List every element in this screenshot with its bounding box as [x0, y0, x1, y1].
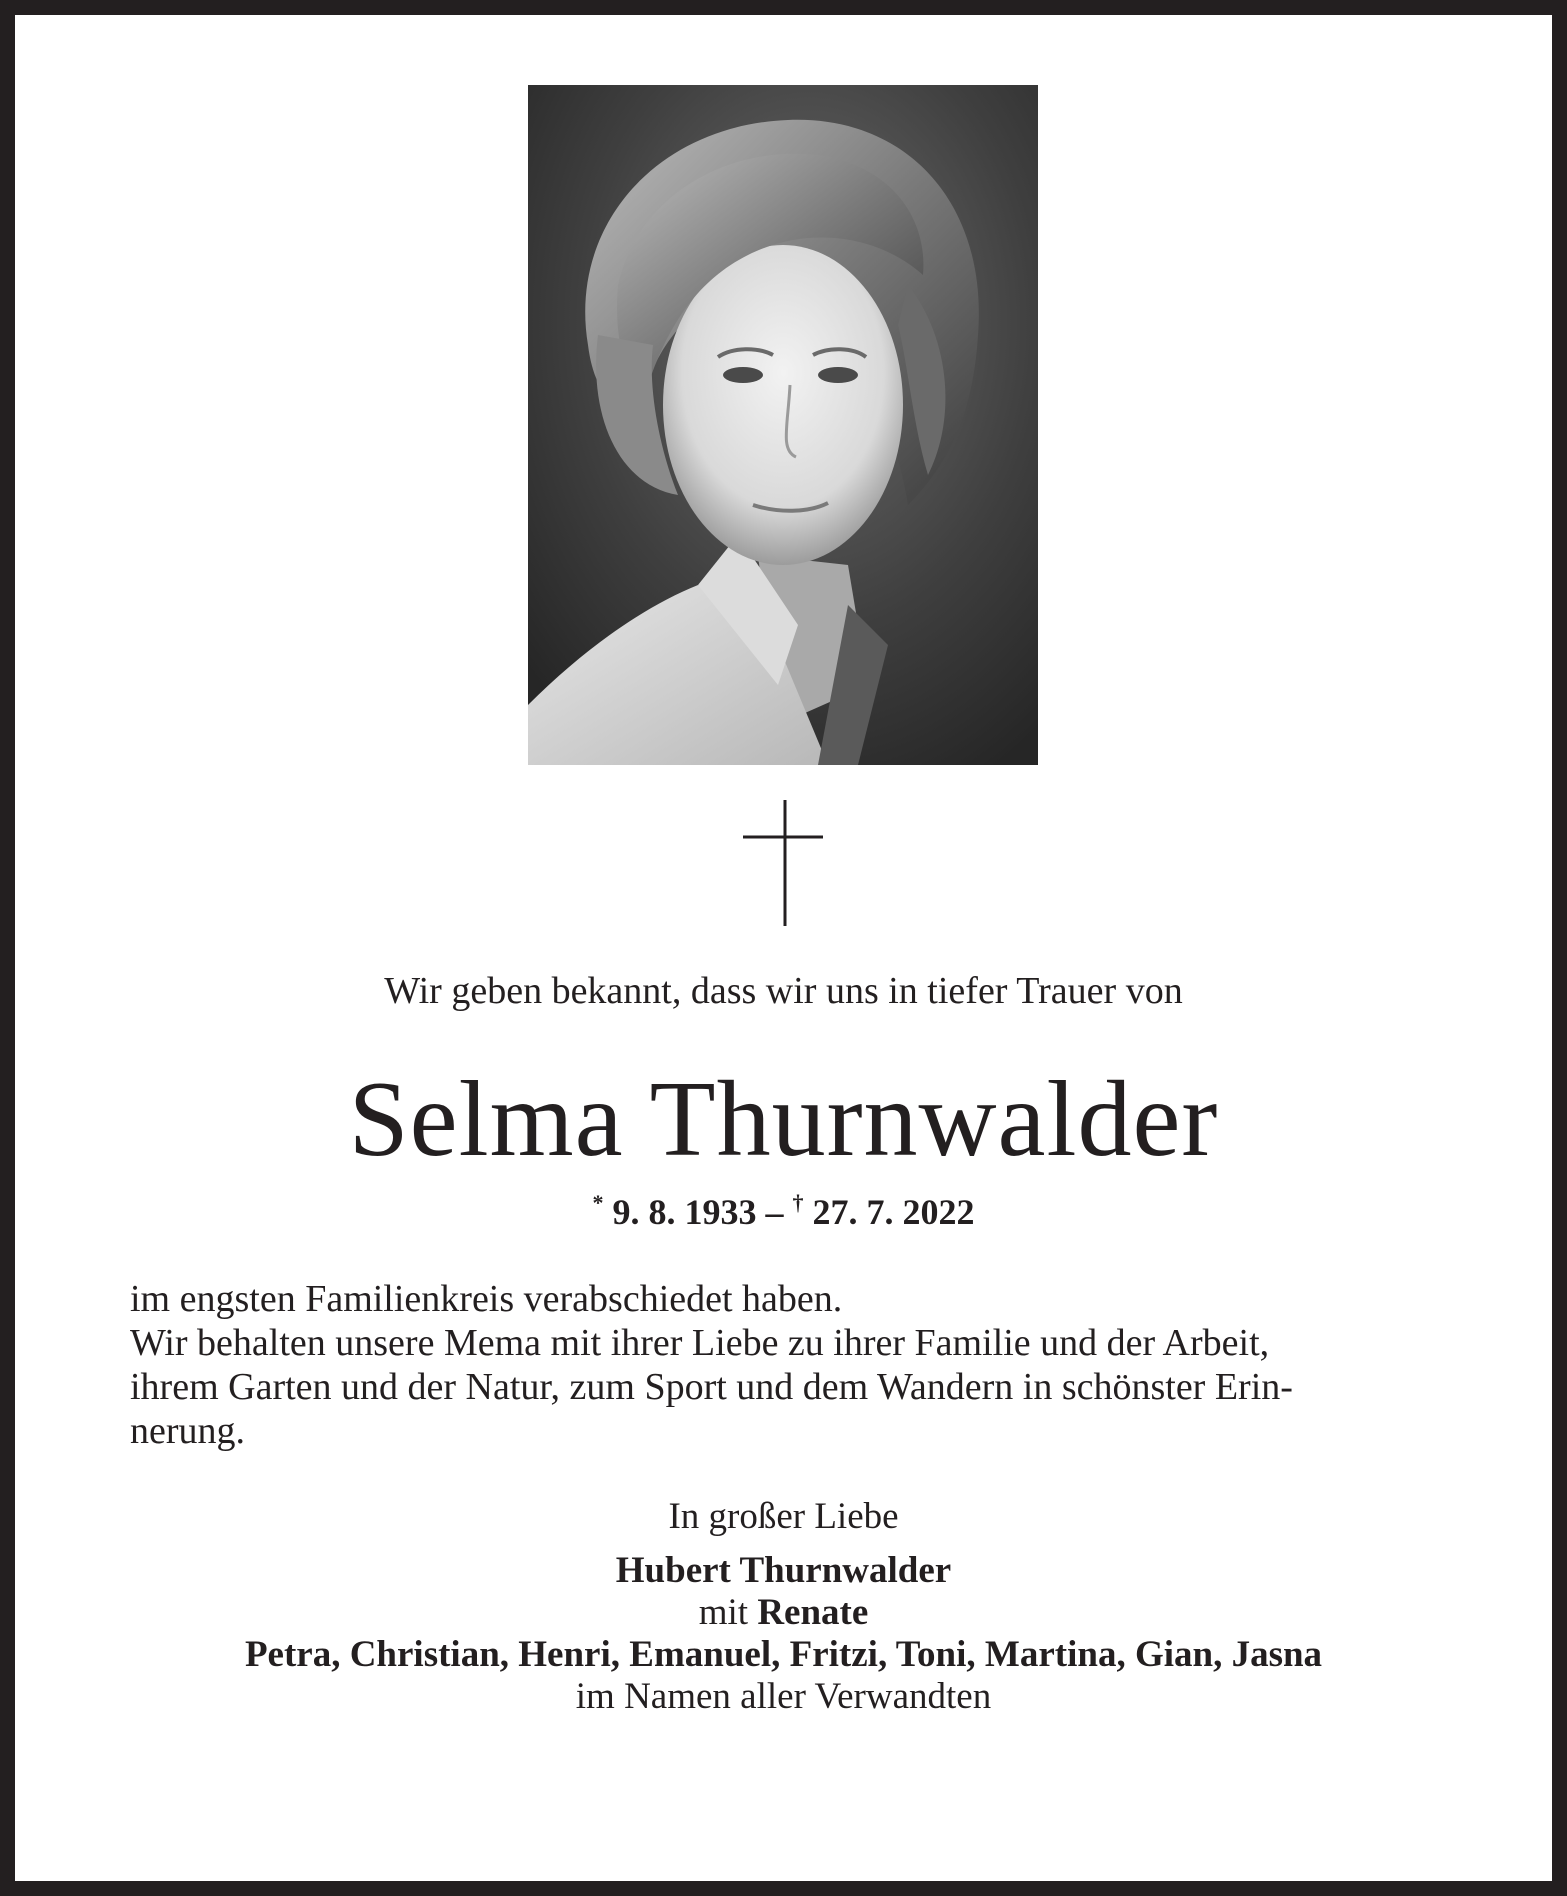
closing-line: In großer Liebe: [668, 1496, 899, 1537]
life-dates: [0, 1190, 1567, 1234]
signer-name: Hubert Thurnwalder: [615, 1550, 952, 1591]
with-word: mit: [698, 1592, 749, 1633]
body-line: nerung.: [130, 1410, 246, 1452]
deceased-name: Selma Thurnwalder: [348, 1060, 1219, 1179]
body-line: im engsten Familienkreis verabschiedet haben.: [130, 1278, 843, 1320]
body-line: ihrem Garten und der Natur, zum Sport und dem Wandern in schönster Erin-: [130, 1366, 1293, 1408]
notice-body: [130, 1277, 1440, 1453]
body-line: Wir behalten unsere Mema mit ihrer Liebe zu ihrer Familie und der Arbeit,: [130, 1322, 1270, 1364]
date-dash: –: [765, 1192, 784, 1232]
with-line: [0, 1592, 1567, 1634]
signature-block: [0, 1496, 1567, 1718]
relatives-line: im Namen aller Verwandten: [575, 1676, 992, 1717]
birth-date: 9. 8. 1933: [612, 1192, 757, 1232]
portrait-photo: [528, 85, 1038, 765]
death-date: 27. 7. 2022: [812, 1192, 975, 1232]
intro-text: Wir geben bekannt, dass wir uns in tiefer Trauer von: [384, 970, 1183, 1012]
death-symbol: †: [792, 1190, 804, 1215]
with-name: Renate: [757, 1592, 869, 1633]
family-names: Petra, Christian, Henri, Emanuel, Fritzi, Toni, Martina, Gian, Jasna: [244, 1634, 1323, 1675]
birth-symbol: *: [592, 1190, 604, 1215]
cross-icon: [743, 800, 823, 926]
